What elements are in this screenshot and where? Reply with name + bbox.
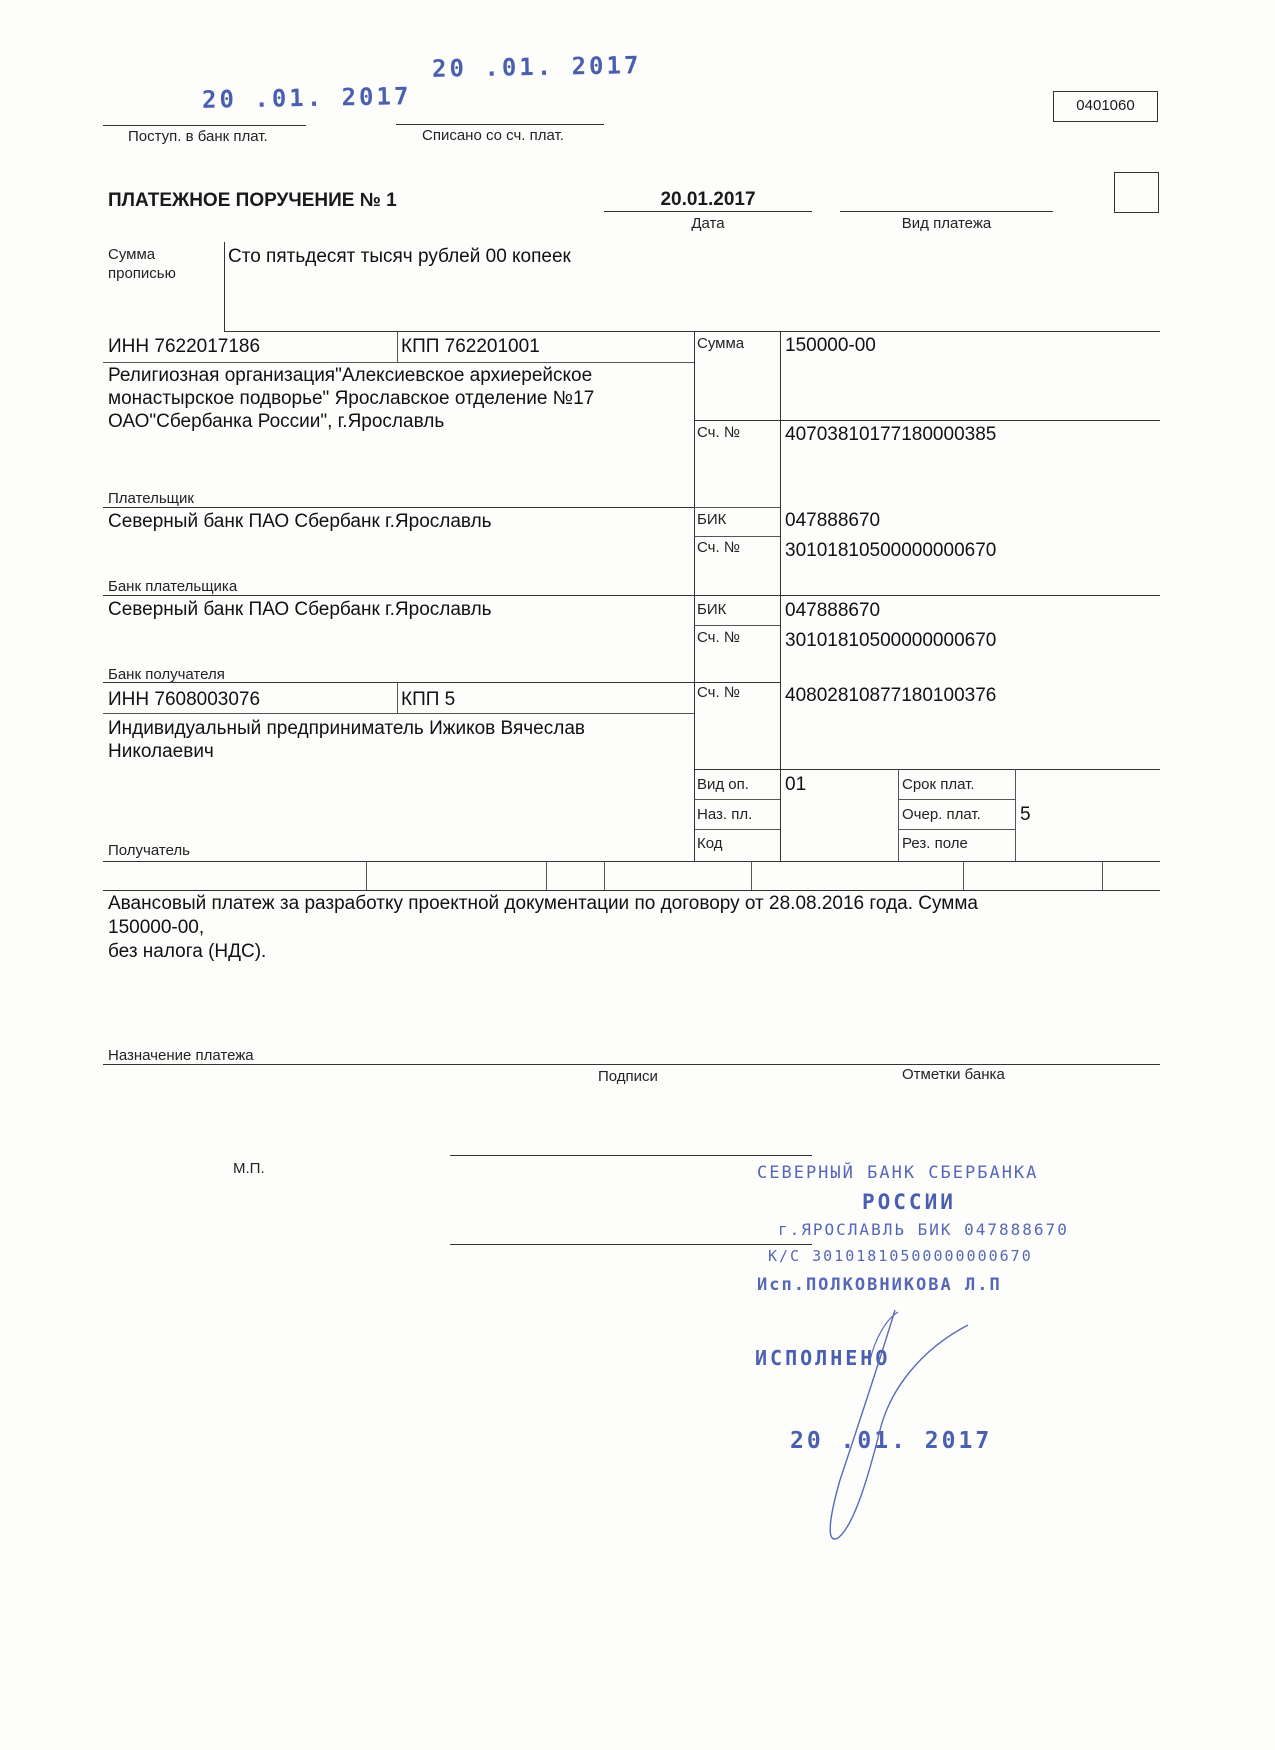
amount-words-value: Сто пятьдесят тысяч рублей 00 копеек xyxy=(228,246,571,267)
purpose-label: Назначение платежа xyxy=(108,1047,254,1064)
payee-bank-bik-label: БИК xyxy=(697,601,727,618)
priority-value: 5 xyxy=(1020,804,1031,825)
payee-acct-label: Сч. № xyxy=(697,684,740,701)
debited-line xyxy=(396,124,604,125)
bank-stamp-line-4: К/С 30101810500000000670 xyxy=(768,1247,1033,1265)
codes-top-line xyxy=(694,769,1160,770)
payer-inn: ИНН 7622017186 xyxy=(108,336,261,357)
codes-vline-1 xyxy=(898,769,899,861)
document-date: 20.01.2017 xyxy=(660,189,756,210)
tax-vline-4 xyxy=(751,861,752,890)
codes-line-b1 xyxy=(694,829,780,830)
payer-bank-acct-value: 30101810500000000670 xyxy=(785,540,997,561)
signature-line-2 xyxy=(450,1244,812,1245)
bank-stamp-line-1: СЕВЕРНЫЙ БАНК СБЕРБАНКА xyxy=(757,1163,1039,1183)
payee-bank-bottom-line xyxy=(103,682,694,683)
tax-row-bottom-line xyxy=(103,890,1160,891)
payer-name-2: монастырское подворье" Ярославское отделение №17 xyxy=(108,388,595,409)
priority-label: Очер. плат. xyxy=(902,806,981,823)
date-label: Дата xyxy=(691,215,725,232)
payee-inn-kpp-divider xyxy=(397,682,398,713)
grid-vline-mid xyxy=(780,331,781,861)
payer-bank-bik-value: 047888670 xyxy=(785,510,881,531)
payee-bank-bik-line xyxy=(694,625,780,626)
codes-line-a2 xyxy=(898,799,1015,800)
payer-name-3: ОАО"Сбербанка России", г.Ярославль xyxy=(108,411,445,432)
purpose-line-3: без налога (НДС). xyxy=(108,941,267,962)
sum-bottom-line xyxy=(694,420,1160,421)
codes-line-b2 xyxy=(898,829,1015,830)
executed-stamp: ИСПОЛНЕНО xyxy=(755,1346,891,1370)
payer-bank-label: Банк плательщика xyxy=(108,578,238,595)
payer-bank-bik-line xyxy=(694,536,780,537)
payer-label: Плательщик xyxy=(108,490,194,507)
code-label: Код xyxy=(697,835,723,852)
purpose-bottom-line xyxy=(103,1064,1160,1065)
payee-inn: ИНН 7608003076 xyxy=(108,689,261,710)
purpose-code-label: Наз. пл. xyxy=(697,806,753,823)
payee-name-1: Индивидуальный предприниматель Ижиков Вячеслав xyxy=(108,718,585,739)
bank-stamp-line-3: г.ЯРОСЛАВЛЬ БИК 047888670 xyxy=(778,1220,1069,1239)
grid-vline-left xyxy=(694,331,695,861)
purpose-line-2: 150000-00, xyxy=(108,917,205,938)
payee-bank-acct-bottom-line xyxy=(694,682,780,683)
payment-type-code-box xyxy=(1114,172,1159,213)
sum-label: Сумма xyxy=(697,335,745,352)
tax-vline-5 xyxy=(963,861,964,890)
payee-name-2: Николаевич xyxy=(108,741,214,762)
bank-stamp-line-2: РОССИИ xyxy=(862,1190,956,1214)
payer-acct-value: 40703810177180000385 xyxy=(785,424,997,445)
payer-name-1: Религиозная организация"Алексиевское архиерейское xyxy=(108,365,593,386)
op-type-value: 01 xyxy=(785,774,807,795)
payment-type-label: Вид платежа xyxy=(901,215,992,232)
payer-bottom-line xyxy=(103,507,694,508)
payer-inn-line xyxy=(103,362,694,363)
bank-marks-label: Отметки банка xyxy=(902,1066,1005,1083)
tax-vline-3 xyxy=(604,861,605,890)
tax-row-top-line xyxy=(103,861,1160,862)
purpose-line-1: Авансовый платеж за разработку проектной документации по договору от 28.08.2016 года. Сумма xyxy=(108,893,978,914)
amount-words-label-2: прописью xyxy=(108,265,176,282)
codes-vline-2 xyxy=(1015,769,1016,861)
payer-bank-name: Северный банк ПАО Сбербанк г.Ярославль xyxy=(108,511,492,532)
payee-inn-line xyxy=(103,713,694,714)
payee-bank-bik-value: 047888670 xyxy=(785,600,881,621)
tax-vline-2 xyxy=(546,861,547,890)
date-line xyxy=(604,211,812,212)
amount-words-divider xyxy=(224,242,225,332)
tax-vline-6 xyxy=(1102,861,1103,890)
form-code-box: 0401060 xyxy=(1053,91,1158,122)
payer-bank-acct-label: Сч. № xyxy=(697,539,740,556)
payer-bank-bottom-line xyxy=(103,595,1160,596)
document-title: ПЛАТЕЖНОЕ ПОРУЧЕНИЕ № 1 xyxy=(108,190,397,211)
payee-acct-value: 40802810877180100376 xyxy=(785,685,997,706)
signature-line-1 xyxy=(450,1155,812,1156)
payee-label: Получатель xyxy=(108,842,190,859)
payee-kpp: КПП 5 xyxy=(401,689,456,710)
codes-line-a1 xyxy=(694,799,780,800)
debited-date-stamp: 20 .01. 2017 xyxy=(431,51,642,83)
tax-vline-1 xyxy=(366,861,367,890)
payee-bank-acct-value: 30101810500000000670 xyxy=(785,630,997,651)
debited-label: Списано со сч. плат. xyxy=(422,127,564,144)
bank-stamp-line-5: Исп.ПОЛКОВНИКОВА Л.П xyxy=(757,1275,1002,1295)
handwritten-signature xyxy=(800,1300,980,1560)
payer-kpp: КПП 762201001 xyxy=(401,336,540,357)
executed-date-stamp: 20 .01. 2017 xyxy=(790,1428,993,1454)
amount-words-label-1: Сумма xyxy=(108,246,156,263)
amount-words-bottom-line xyxy=(224,331,1160,332)
payer-acct-label: Сч. № xyxy=(697,424,740,441)
received-line xyxy=(103,125,306,126)
payee-bank-label: Банк получателя xyxy=(108,666,225,683)
seal-label: М.П. xyxy=(233,1160,265,1177)
payee-bank-acct-label: Сч. № xyxy=(697,629,740,646)
payer-acct-bottom-line xyxy=(694,507,780,508)
payment-type-line xyxy=(840,211,1053,212)
payee-bank-name: Северный банк ПАО Сбербанк г.Ярославль xyxy=(108,599,492,620)
due-date-label: Срок плат. xyxy=(902,776,975,793)
received-date-stamp: 20 .01. 2017 xyxy=(201,82,412,114)
received-label: Поступ. в банк плат. xyxy=(128,128,268,145)
sum-value: 150000-00 xyxy=(785,335,876,356)
reserve-field-label: Рез. поле xyxy=(902,835,968,852)
signatures-label: Подписи xyxy=(598,1068,658,1085)
op-type-label: Вид оп. xyxy=(697,776,749,793)
payer-inn-kpp-divider xyxy=(397,331,398,362)
payer-bank-bik-label: БИК xyxy=(697,511,727,528)
